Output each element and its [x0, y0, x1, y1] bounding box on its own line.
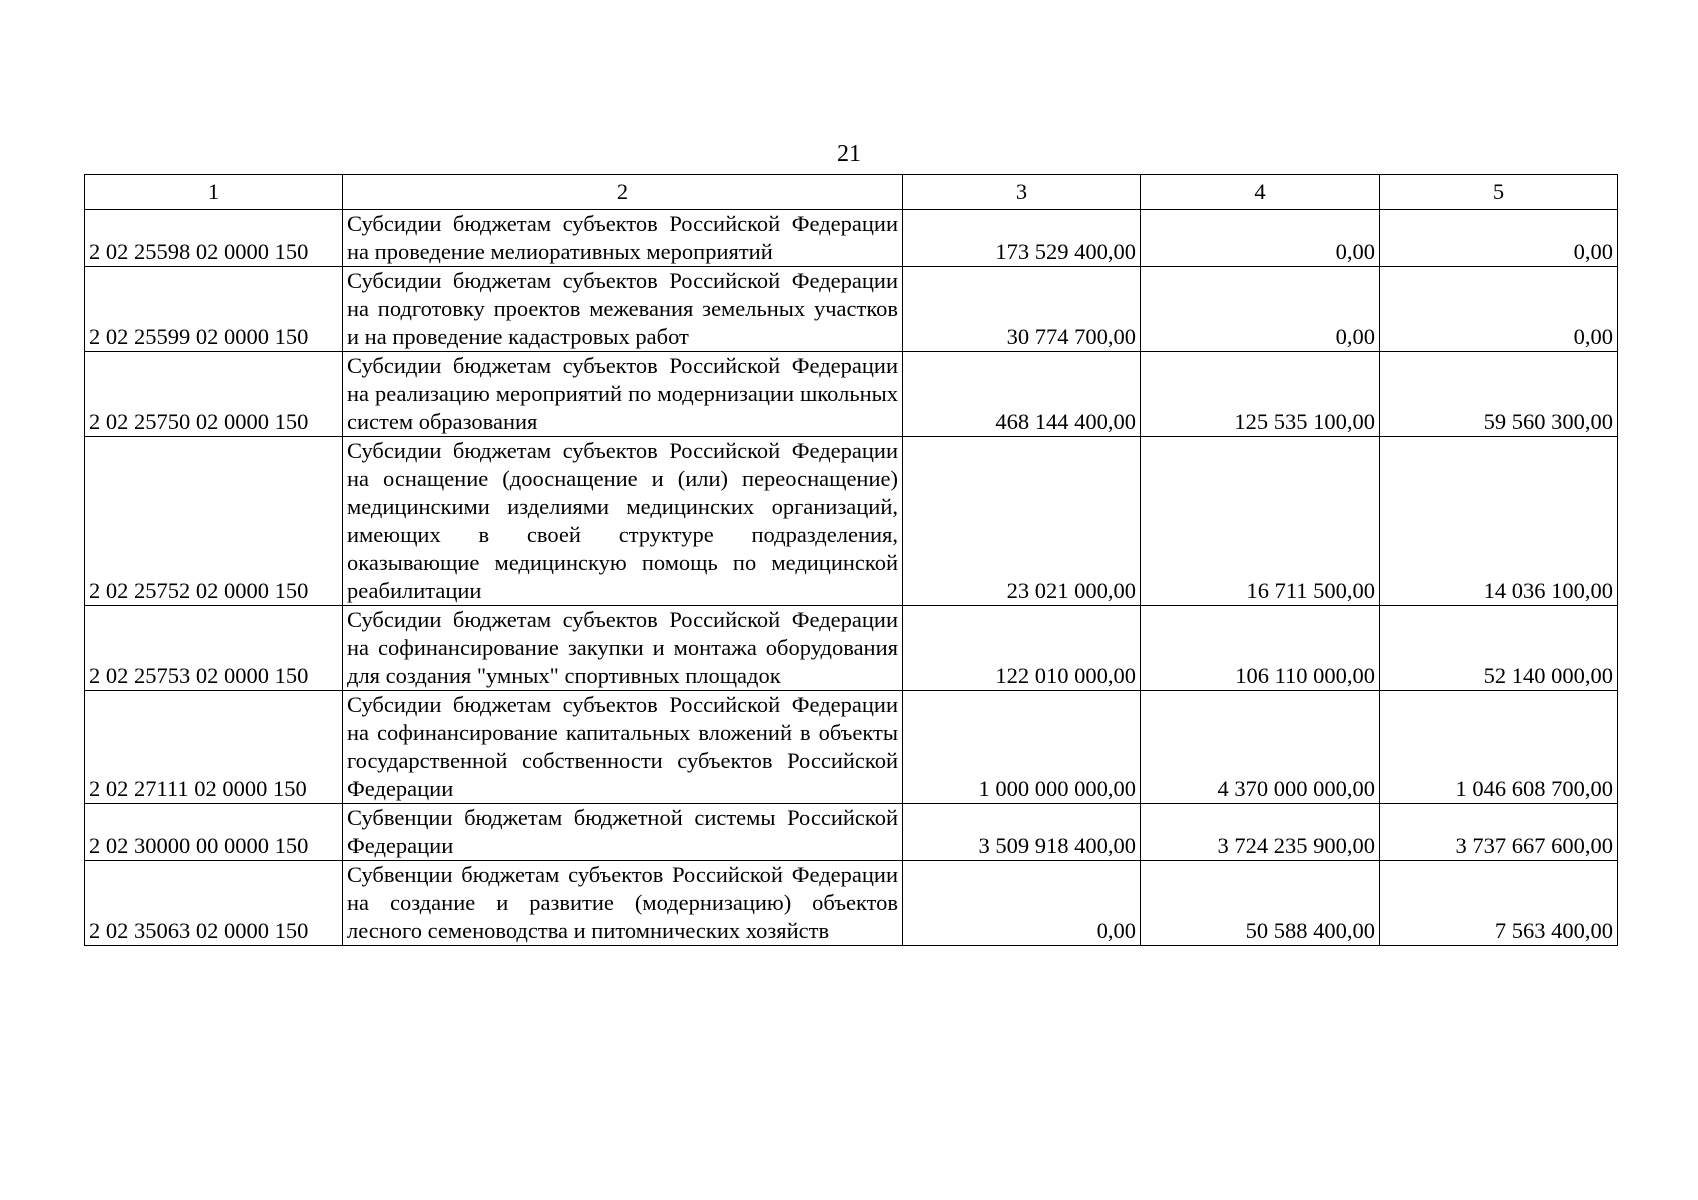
- amount-col3-cell: 173 529 400,00: [903, 210, 1141, 267]
- amount-col5-cell: 7 563 400,00: [1380, 861, 1618, 946]
- amount-col5-cell: 14 036 100,00: [1380, 437, 1618, 606]
- budget-code-cell: 2 02 25598 02 0000 150: [85, 210, 343, 267]
- description-cell: Субсидии бюджетам субъектов Российской Федерации на проведение мелиоративных мероприятий: [343, 210, 903, 267]
- amount-col3-cell: 0,00: [903, 861, 1141, 946]
- table-row: [85, 606, 1618, 691]
- amount-col3-cell: 3 509 918 400,00: [903, 804, 1141, 861]
- table-row: [85, 210, 1618, 267]
- budget-code-cell: 2 02 35063 02 0000 150: [85, 861, 343, 946]
- description-cell: Субсидии бюджетам субъектов Российской Федерации на софинансирование закупки и монтажа оборудования для создания "умных" спортивных площадок: [343, 606, 903, 691]
- amount-col5-cell: 52 140 000,00: [1380, 606, 1618, 691]
- amount-col4-cell: 106 110 000,00: [1141, 606, 1380, 691]
- amount-col3-cell: 30 774 700,00: [903, 267, 1141, 352]
- amount-col4-cell: 3 724 235 900,00: [1141, 804, 1380, 861]
- column-header-4: 4: [1141, 175, 1380, 210]
- table-row: [85, 861, 1618, 946]
- amount-col3-cell: 468 144 400,00: [903, 352, 1141, 437]
- amount-col4-cell: 0,00: [1141, 267, 1380, 352]
- amount-col5-cell: 1 046 608 700,00: [1380, 691, 1618, 804]
- budget-code-cell: 2 02 25752 02 0000 150: [85, 437, 343, 606]
- amount-col5-cell: 0,00: [1380, 210, 1618, 267]
- budget-code-cell: 2 02 25750 02 0000 150: [85, 352, 343, 437]
- description-cell: Субсидии бюджетам субъектов Российской Федерации на реализацию мероприятий по модернизации школьных систем образования: [343, 352, 903, 437]
- table-row: [85, 352, 1618, 437]
- amount-col4-cell: 16 711 500,00: [1141, 437, 1380, 606]
- amount-col3-cell: 23 021 000,00: [903, 437, 1141, 606]
- amount-col3-cell: 1 000 000 000,00: [903, 691, 1141, 804]
- amount-col3-cell: 122 010 000,00: [903, 606, 1141, 691]
- amount-col4-cell: 125 535 100,00: [1141, 352, 1380, 437]
- column-header-2: 2: [343, 175, 903, 210]
- budget-code-cell: 2 02 27111 02 0000 150: [85, 691, 343, 804]
- amount-col5-cell: 3 737 667 600,00: [1380, 804, 1618, 861]
- table-row: [85, 691, 1618, 804]
- description-cell: Субвенции бюджетам бюджетной системы Российской Федерации: [343, 804, 903, 861]
- column-header-1: 1: [85, 175, 343, 210]
- budget-table: [84, 174, 1618, 946]
- description-cell: Субсидии бюджетам субъектов Российской Федерации на софинансирование капитальных вложений в объекты государственной собственности субъектов Российской Федерации: [343, 691, 903, 804]
- amount-col5-cell: 0,00: [1380, 267, 1618, 352]
- budget-code-cell: 2 02 30000 00 0000 150: [85, 804, 343, 861]
- column-header-5: 5: [1380, 175, 1618, 210]
- amount-col5-cell: 59 560 300,00: [1380, 352, 1618, 437]
- page-number: 21: [837, 141, 861, 167]
- table-header-row: [85, 175, 1618, 210]
- table-row: [85, 267, 1618, 352]
- table-row: [85, 437, 1618, 606]
- column-header-3: 3: [903, 175, 1141, 210]
- amount-col4-cell: 0,00: [1141, 210, 1380, 267]
- amount-col4-cell: 50 588 400,00: [1141, 861, 1380, 946]
- budget-code-cell: 2 02 25753 02 0000 150: [85, 606, 343, 691]
- budget-code-cell: 2 02 25599 02 0000 150: [85, 267, 343, 352]
- description-cell: Субсидии бюджетам субъектов Российской Федерации на подготовку проектов межевания земельных участков и на проведение кадастровых работ: [343, 267, 903, 352]
- amount-col4-cell: 4 370 000 000,00: [1141, 691, 1380, 804]
- table-row: [85, 804, 1618, 861]
- description-cell: Субсидии бюджетам субъектов Российской Федерации на оснащение (дооснащение и (или) переоснащение) медицинскими изделиями медицинских организаций, имеющих в своей структуре подразделения, оказывающие медицинскую помощь по медицинской реабилитации: [343, 437, 903, 606]
- description-cell: Субвенции бюджетам субъектов Российской Федерации на создание и развитие (модернизацию) объектов лесного семеноводства и питомнических хозяйств: [343, 861, 903, 946]
